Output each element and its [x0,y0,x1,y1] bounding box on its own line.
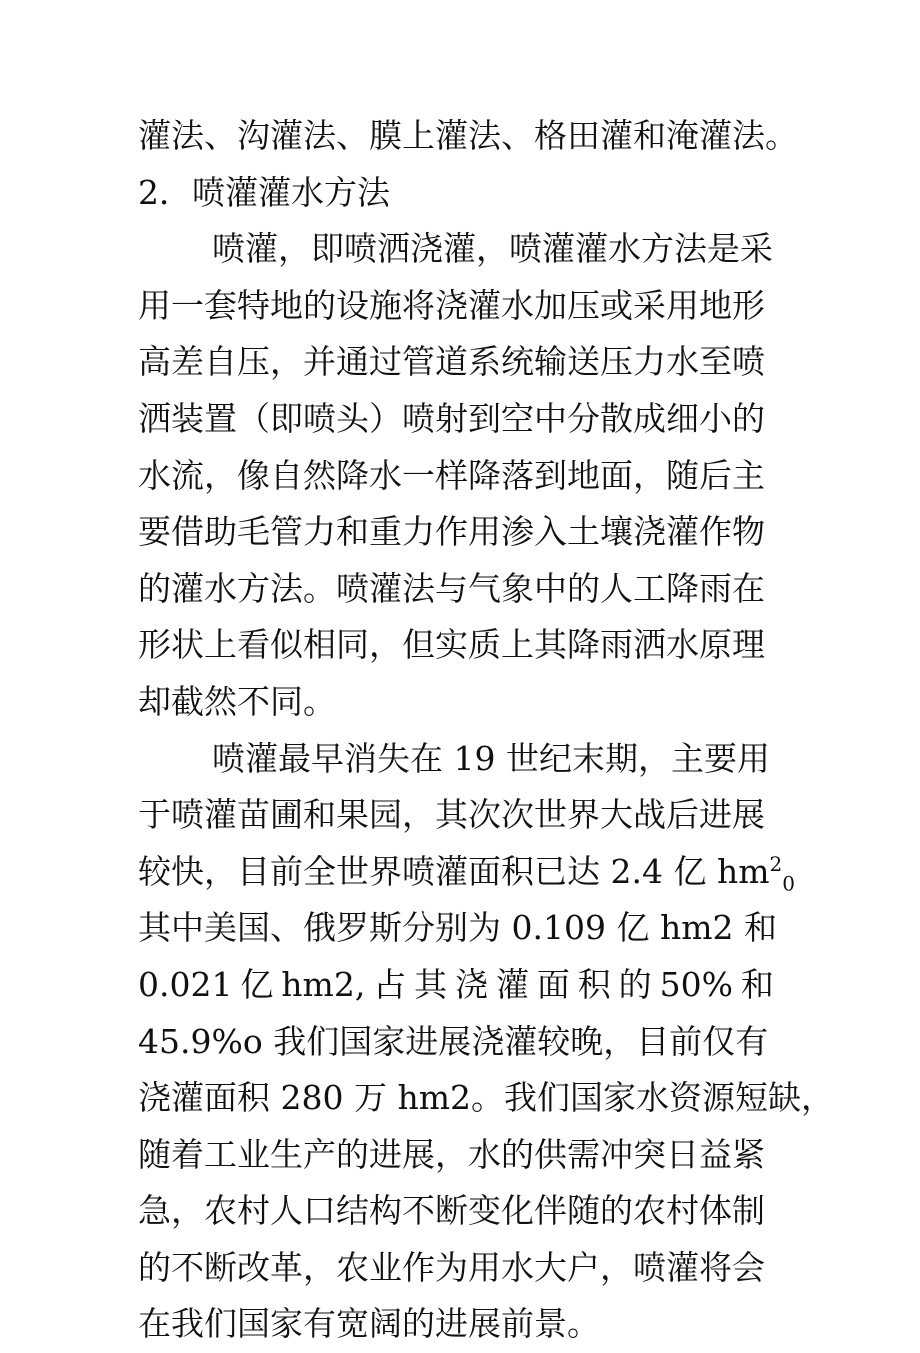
text-segment: 较快，目前全世界喷灌面积已达 2.4 亿 hm [138,851,770,891]
text-line: 的不断改革，农业作为用水大户，喷灌将会 [138,1247,765,1287]
text-line: 水流，像自然降水一样降落到地面，随后主 [138,455,765,495]
text-line: 形状上看似相同，但实质上其降雨洒水原理 [138,625,765,665]
text-line: 其中美国、俄罗斯分别为 0.109 亿 hm2 和 [138,908,777,948]
word: 0.021 [138,964,233,1004]
word: 积 [577,964,611,1004]
superscript: 2 [769,851,783,876]
document-body [138,108,834,1353]
text-line: 高差自压，并通过管道系统输送压力水至喷 [138,342,765,382]
text-line-with-superscript [138,844,795,901]
word: 50% [659,964,733,1004]
word: 面 [536,964,570,1004]
paragraph-start: 喷灌，即喷洒浇灌，喷灌灌水方法是采 [212,229,773,269]
subscript: 0 [782,871,795,896]
text-line: 灌法、沟灌法、膜上灌法、格田灌和淹灌法。 [138,116,798,155]
text-line: 45.9%o 我们国家进展浇灌较晚，目前仅有 [138,1021,769,1061]
word: 占 [373,964,407,1004]
text-line: 的灌水方法。喷灌法与气象中的人工降雨在 [138,568,765,608]
text-line: 要借助毛管力和重力作用渗入土壤浇灌作物 [138,512,765,552]
text-line: 却截然不同。 [138,681,336,721]
text-line: 在我们国家有宽阔的进展前景。 [138,1304,600,1344]
text-line: 浇灌面积 280 万 hm2。我们国家水资源短缺， [138,1078,834,1118]
section-heading: 2．喷灌灌水方法 [138,172,390,212]
word: 灌 [495,964,529,1004]
word: 的 [618,964,652,1004]
text-line: 洒装置（即喷头）喷射到空中分散成细小的 [138,398,765,438]
word: 亿 [240,964,274,1004]
text-line: 随着工业生产的进展，水的供需冲突日益紧 [138,1134,765,1174]
word: 其 [414,964,448,1004]
word: hm2, [281,964,366,1004]
text-line: 急，农村人口结构不断变化伴随的农村体制 [138,1191,765,1231]
paragraph-start: 喷灌最早消失在 19 世纪末期，主要用 [212,738,770,778]
justified-line [138,957,774,1014]
text-line: 于喷灌苗圃和果园，其次次世界大战后进展 [138,795,765,835]
word: 浇 [455,964,489,1004]
word: 和 [740,964,774,1004]
text-line: 用一套特地的设施将浇灌水加压或采用地形 [138,285,765,325]
